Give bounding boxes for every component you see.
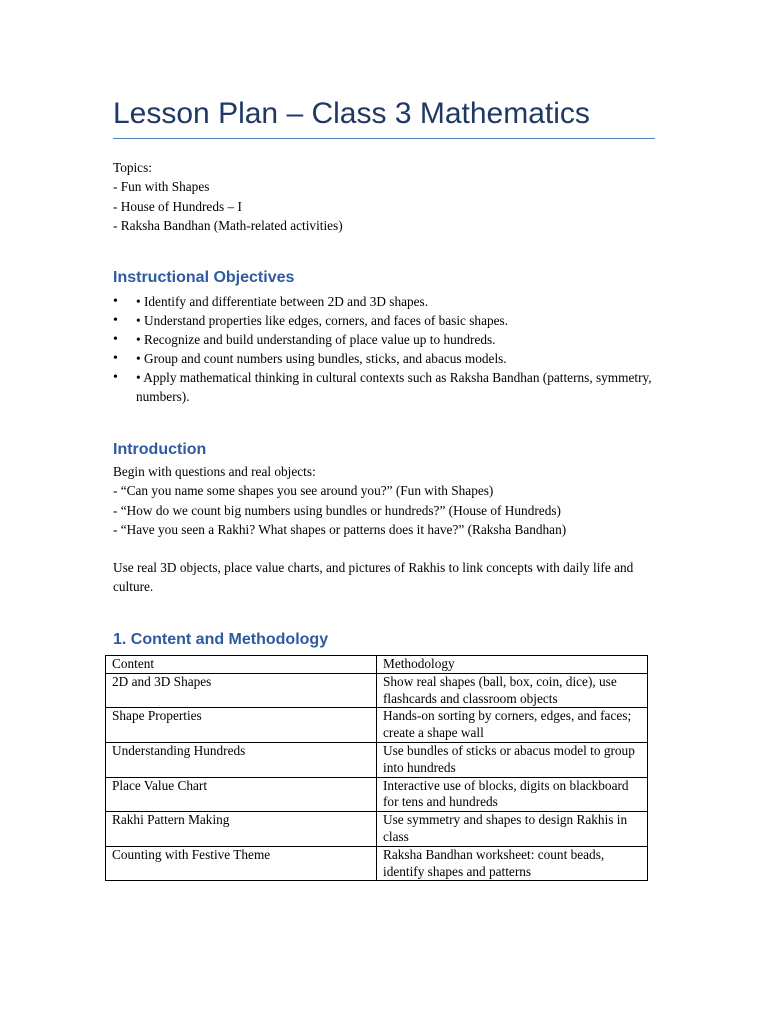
list-item: • • Understand properties like edges, corners, and faces of basic shapes. (113, 311, 658, 330)
table-row (106, 777, 648, 812)
table-cell: Use bundles of sticks or abacus model to group into hundreds (377, 742, 648, 777)
table-cell: Shape Properties (106, 708, 377, 743)
topics-label: Topics: (113, 160, 152, 175)
list-item: • • Group and count numbers using bundles, sticks, and abacus models. (113, 349, 658, 368)
intro-line: - “Can you name some shapes you see around you?” (Fun with Shapes) (113, 483, 494, 499)
table-header-cell: Methodology (377, 656, 648, 674)
bullet-icon: • (113, 370, 118, 386)
topic-item: - Raksha Bandhan (Math-related activities) (113, 217, 343, 233)
introduction-heading: Introduction (113, 441, 207, 458)
table-row (106, 673, 648, 708)
table-header-row (106, 656, 648, 674)
table-cell: Show real shapes (ball, box, coin, dice), use flashcards and classroom objects (377, 673, 648, 708)
bullet-icon: • (113, 313, 118, 329)
table-header-cell: Content (106, 656, 377, 674)
bullet-icon: • (113, 332, 118, 348)
table-cell: Interactive use of blocks, digits on blackboard for tens and hundreds (377, 777, 648, 812)
bullet-icon: • (113, 351, 118, 367)
table-cell: Use symmetry and shapes to design Rakhis in class (377, 812, 648, 847)
intro-paragraph: Use real 3D objects, place value charts, and pictures of Rakhis to link concepts with daily life and culture. (113, 560, 634, 595)
table-cell: Rakhi Pattern Making (106, 812, 377, 847)
topics-section (113, 158, 658, 235)
table-row (106, 742, 648, 777)
table-row (106, 708, 648, 743)
intro-line: - “How do we count big numbers using bundles or hundreds?” (House of Hundreds) (113, 502, 561, 518)
content-methodology-heading: 1. Content and Methodology (113, 631, 329, 648)
list-item: • • Recognize and build understanding of place value up to hundreds. (113, 330, 658, 349)
objectives-heading: Instructional Objectives (113, 269, 295, 286)
list-item: • • Identify and differentiate between 2D and 3D shapes. (113, 292, 658, 311)
objectives-list (113, 292, 658, 407)
bullet-icon: • (113, 294, 118, 309)
table-cell: Understanding Hundreds (106, 742, 377, 777)
page-title: Lesson Plan – Class 3 Mathematics (113, 94, 655, 139)
topic-item: - Fun with Shapes (113, 179, 210, 195)
content-methodology-table (105, 655, 648, 881)
intro-line: Begin with questions and real objects: (113, 464, 316, 479)
topic-item: - House of Hundreds – I (113, 198, 242, 214)
table-row (106, 846, 648, 881)
introduction-section (113, 462, 658, 539)
table-cell: Raksha Bandhan worksheet: count beads, identify shapes and patterns (377, 846, 648, 881)
table-cell: Counting with Festive Theme (106, 846, 377, 881)
intro-line: - “Have you seen a Rakhi? What shapes or patterns does it have?” (Raksha Bandhan) (113, 521, 567, 537)
table-row (106, 812, 648, 847)
list-item: • • Apply mathematical thinking in cultural contexts such as Raksha Bandhan (patterns, symmetry, numbers). (113, 370, 652, 405)
table-cell: Hands-on sorting by corners, edges, and faces; create a shape wall (377, 708, 648, 743)
table-cell: 2D and 3D Shapes (106, 673, 377, 708)
table-cell: Place Value Chart (106, 777, 377, 812)
